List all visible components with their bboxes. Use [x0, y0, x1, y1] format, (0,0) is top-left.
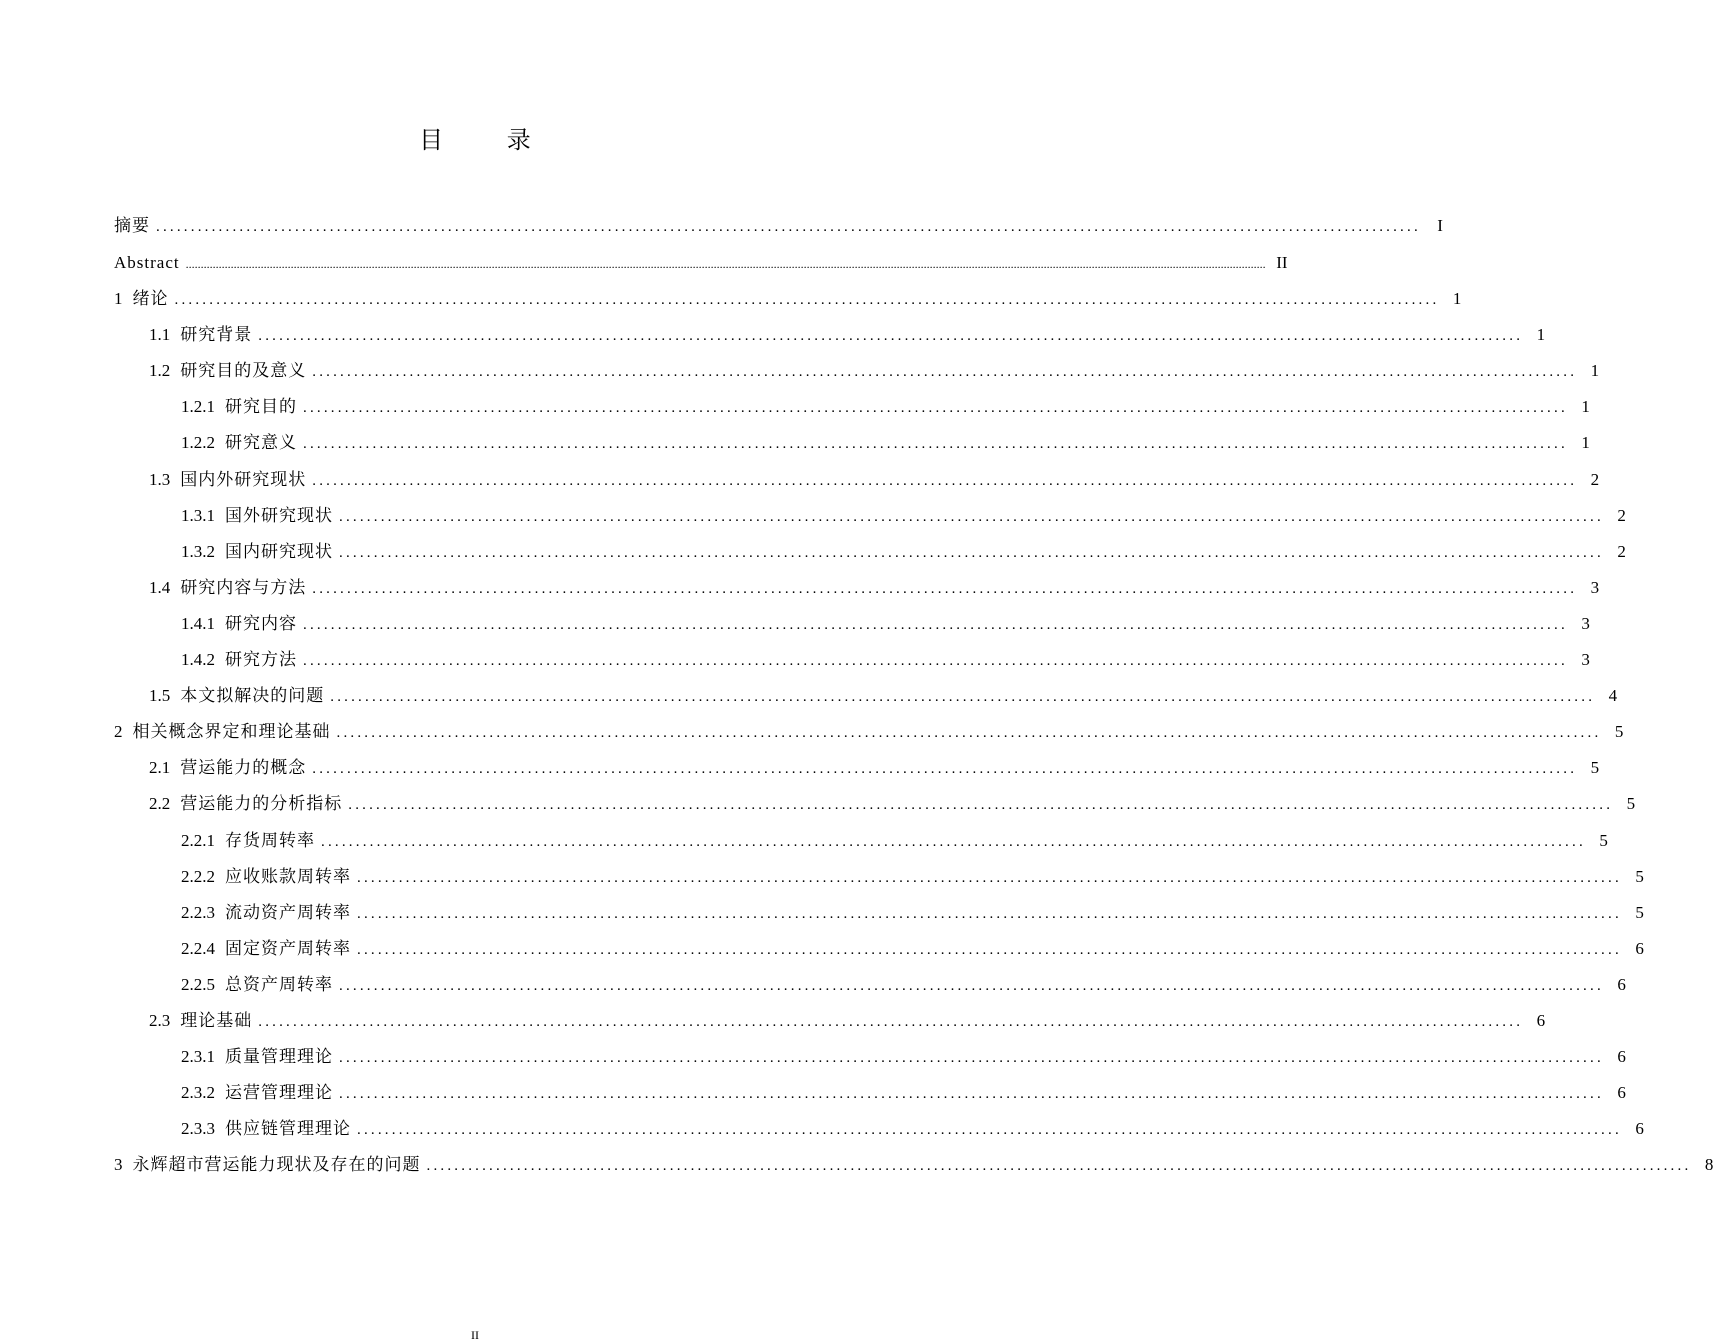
toc-entry-page: 6 [1617, 974, 1626, 994]
toc-entry-2-1[interactable] [114, 750, 1600, 786]
toc-entry-number: 1.1 [149, 325, 171, 345]
toc-entry-number: 1.2.2 [181, 433, 215, 453]
toc-entry-page: 6 [1635, 1119, 1644, 1139]
toc-leader: ...................................................................................................................................................................................... [174, 292, 1440, 309]
toc-entry-page: I [1437, 216, 1443, 235]
toc-leader: ...................................................................................................................................................................................... [258, 1013, 1524, 1030]
toc-entry-text: 存货周转率 [225, 830, 315, 850]
toc-entry-number: 1.3.2 [181, 541, 215, 561]
toc-entry-page: 3 [1590, 577, 1600, 597]
toc-entry-page: 1 [1452, 289, 1462, 309]
toc-entry-number: 2.3.2 [181, 1083, 215, 1103]
toc-entry-label [181, 498, 339, 534]
toc-entry-text: 本文拟解决的问题 [180, 686, 325, 706]
toc-entry-number: 2.2.4 [181, 938, 215, 958]
toc-entry-1-2[interactable] [114, 353, 1600, 389]
toc-entry-2[interactable] [114, 714, 1624, 750]
toc-leader: ...................................................................................................................................................................................... [303, 616, 1568, 633]
toc-entry-number: 2.3 [149, 1010, 171, 1030]
toc-entry-number: 1.3 [149, 469, 171, 489]
toc-leader: ...................................................................................................................................................................................... [339, 977, 1604, 994]
page-title: 目 录 [419, 126, 559, 154]
toc-entry-text: 流动资产周转率 [225, 902, 351, 922]
toc-entry-page: 5 [1599, 830, 1608, 850]
toc-entry-label [114, 207, 156, 245]
toc-entry-1-4-2[interactable] [114, 642, 1590, 678]
toc-entry-1-2-2[interactable] [114, 425, 1590, 461]
toc-entry-1-4[interactable] [114, 570, 1600, 606]
toc-entry-label [181, 895, 357, 931]
toc-entry-page: II [1276, 253, 1288, 272]
toc-entry-page: 2 [1617, 505, 1626, 525]
toc-entry-2-2-1[interactable] [114, 823, 1608, 859]
toc-entry-label [149, 353, 312, 389]
toc-entry-label [181, 642, 303, 678]
toc-entry-label [149, 678, 330, 714]
toc-entry-label [181, 389, 303, 425]
toc-entry-page: 4 [1608, 686, 1618, 706]
toc-entry-text: 质量管理理论 [225, 1047, 333, 1067]
toc-leader: ...................................................................................................................................................................................... [357, 1122, 1622, 1139]
toc-entry-number: 2.2.1 [181, 830, 215, 850]
toc-entry-page: 6 [1536, 1010, 1546, 1030]
toc-leader: ...................................................................................................................................................................................... [357, 869, 1622, 886]
table-of-contents [114, 207, 1713, 1183]
toc-entry-text: 应收账款周转率 [225, 866, 351, 886]
toc-entry-text: 研究内容与方法 [180, 577, 307, 597]
toc-entry-text: 国内外研究现状 [180, 469, 307, 489]
toc-leader: ...................................................................................................................................................................................... [339, 508, 1604, 525]
toc-entry-label [114, 714, 337, 750]
toc-entry-label [149, 1003, 258, 1039]
toc-entry-label [149, 462, 312, 498]
toc-entry-text: 研究意义 [225, 433, 297, 453]
toc-entry-text: 研究目的及意义 [180, 361, 307, 381]
toc-entry-3[interactable] [114, 1147, 1713, 1183]
toc-entry-text: 总资产周转率 [225, 974, 333, 994]
toc-leader: ...................................................................................................................................................................................... [348, 797, 1614, 814]
toc-entry-page: 5 [1635, 902, 1644, 922]
toc-entry-text: 永辉超市营运能力现状及存在的问题 [132, 1155, 421, 1175]
toc-entry-number: 2.2.2 [181, 866, 215, 886]
toc-entry-2-3[interactable] [114, 1003, 1546, 1039]
toc-entry-1-5[interactable] [114, 678, 1618, 714]
toc-entry-page: 3 [1581, 613, 1590, 633]
toc-entry-text: 研究内容 [225, 613, 297, 633]
toc-entry-page: 6 [1617, 1083, 1626, 1103]
toc-entry-number: 2.2.3 [181, 902, 215, 922]
toc-entry-number: 2.3.1 [181, 1047, 215, 1067]
toc-entry-2-2-4[interactable] [114, 931, 1644, 967]
toc-entry-number: 2 [114, 722, 123, 742]
toc-leader: ...................................................................................................................................................................................... [312, 364, 1578, 381]
toc-entry-number: 1.3.1 [181, 505, 215, 525]
toc-entry-page: 2 [1590, 469, 1600, 489]
toc-entry-1-3-1[interactable] [114, 498, 1626, 534]
toc-entry-text: 运营管理理论 [225, 1083, 333, 1103]
toc-entry-number: 1.4.1 [181, 613, 215, 633]
toc-entry-text: 相关概念界定和理论基础 [132, 722, 331, 742]
toc-entry-text: 理论基础 [180, 1010, 253, 1030]
toc-entry-label [114, 1147, 427, 1183]
toc-entry-2-3-3[interactable] [114, 1111, 1644, 1147]
toc-entry-page: 2 [1617, 541, 1626, 561]
toc-entry-text: 摘要 [114, 216, 150, 235]
toc-leader: ...................................................................................................................................................................................... [312, 761, 1578, 778]
toc-entry-text: 绪论 [132, 289, 169, 309]
toc-entry-number: 3 [114, 1155, 123, 1175]
toc-entry-label [181, 1039, 339, 1075]
toc-leader: ...................................................................................................................................................................................... [336, 725, 1602, 742]
toc-entry-label [149, 750, 312, 786]
toc-leader: ...................................................................................................................................................................................... [357, 941, 1622, 958]
toc-entry-label [181, 534, 339, 570]
toc-entry-label [181, 859, 357, 895]
toc-entry-label [181, 1111, 357, 1147]
toc-entry-number: 2.2 [149, 794, 171, 814]
toc-entry-page: 8 [1704, 1155, 1713, 1175]
toc-entry-label [114, 281, 175, 317]
toc-leader: ...................................................................................................................................................................................... [357, 905, 1622, 922]
toc-entry-label [149, 317, 258, 353]
toc-entry-text: 国外研究现状 [225, 505, 333, 525]
toc-leader: ...................................................................................................................................................................................... [303, 653, 1568, 670]
toc-entry-number: 2.3.3 [181, 1119, 215, 1139]
toc-entry-2-3-1[interactable] [114, 1039, 1626, 1075]
toc-entry-1-1[interactable] [114, 317, 1546, 353]
toc-entry-label [181, 823, 321, 859]
toc-entry-1-4-1[interactable] [114, 606, 1590, 642]
toc-entry-page: 6 [1617, 1047, 1626, 1067]
toc-entry-2-2[interactable] [114, 786, 1636, 822]
toc-entry-abstract-cn[interactable] [114, 207, 1443, 245]
toc-entry-page: 1 [1581, 433, 1590, 453]
toc-leader: ...................................................................................................................................................................................... [426, 1158, 1692, 1175]
toc-leader: ...................................................................................................................................................................................... [258, 328, 1524, 345]
toc-entry-text: 供应链管理理论 [225, 1119, 351, 1139]
toc-entry-label [181, 425, 303, 461]
toc-entry-page: 5 [1635, 866, 1644, 886]
toc-entry-page: 5 [1614, 722, 1624, 742]
toc-leader: ...................................................................................................................................................................................... [312, 472, 1578, 489]
toc-leader: ...................................................................................................................................................................................... [321, 833, 1586, 850]
toc-entry-text: 营运能力的概念 [180, 758, 307, 778]
page-number-footer: II [471, 1328, 479, 1342]
toc-entry-number: 2.1 [149, 758, 171, 778]
toc-entry-text: 研究目的 [225, 397, 297, 417]
toc-entry-text: Abstract [114, 253, 180, 272]
toc-entry-label [149, 570, 312, 606]
toc-entry-text: 营运能力的分析指标 [180, 794, 343, 814]
toc-entry-label [181, 967, 339, 1003]
toc-entry-2-2-5[interactable] [114, 967, 1626, 1003]
toc-entry-page: 1 [1581, 397, 1590, 417]
toc-leader: ...................................................................................................................................................................................... [339, 1050, 1604, 1067]
toc-entry-text: 国内研究现状 [225, 541, 333, 561]
toc-entry-abstract-en[interactable] [114, 245, 1288, 281]
toc-entry-number: 1.2 [149, 361, 171, 381]
toc-entry-label [181, 1075, 339, 1111]
toc-leader: ...................................................................................................................................................................................... [312, 580, 1578, 597]
toc-entry-1-3[interactable] [114, 462, 1600, 498]
toc-entry-page: 6 [1635, 938, 1644, 958]
toc-entry-1-2-1[interactable] [114, 389, 1590, 425]
toc-entry-1-3-2[interactable] [114, 534, 1626, 570]
toc-entry-2-2-3[interactable] [114, 895, 1644, 931]
toc-entry-2-3-2[interactable] [114, 1075, 1626, 1111]
toc-entry-label [181, 931, 357, 967]
toc-entry-number: 1.4.2 [181, 650, 215, 670]
toc-entry-number: 1 [114, 289, 123, 309]
toc-leader: ...................................................................................................................................................................................... [303, 400, 1568, 417]
toc-entry-page: 5 [1626, 794, 1636, 814]
toc-entry-text: 研究方法 [225, 650, 297, 670]
toc-entry-label [149, 786, 348, 822]
toc-entry-page: 1 [1536, 325, 1546, 345]
toc-entry-number: 1.5 [149, 686, 171, 706]
toc-leader: ...................................................................................................................................................................................... [330, 689, 1596, 706]
toc-entry-1[interactable] [114, 281, 1462, 317]
toc-entry-2-2-2[interactable] [114, 859, 1644, 895]
toc-leader: ...................................................................................................................................................................................... [303, 436, 1568, 453]
toc-leader: ...................................................................................................................................................................................... [339, 544, 1604, 561]
toc-entry-page: 3 [1581, 650, 1590, 670]
toc-leader: ...................................................................................................................................................................................... [339, 1086, 1604, 1103]
toc-entry-page: 1 [1590, 361, 1600, 381]
toc-leader: ...................................................................................................................................................................................... [156, 219, 1421, 235]
toc-entry-label [181, 606, 303, 642]
toc-entry-label [114, 245, 186, 281]
toc-entry-text: 固定资产周转率 [225, 938, 351, 958]
toc-entry-number: 1.2.1 [181, 397, 215, 417]
toc-entry-number: 2.2.5 [181, 974, 215, 994]
toc-entry-number: 1.4 [149, 577, 171, 597]
toc-entry-page: 5 [1590, 758, 1600, 778]
toc-entry-text: 研究背景 [180, 325, 253, 345]
toc-leader: ........................................................................................................................................................................................................................................................................................................................................................................ [185, 257, 1266, 271]
